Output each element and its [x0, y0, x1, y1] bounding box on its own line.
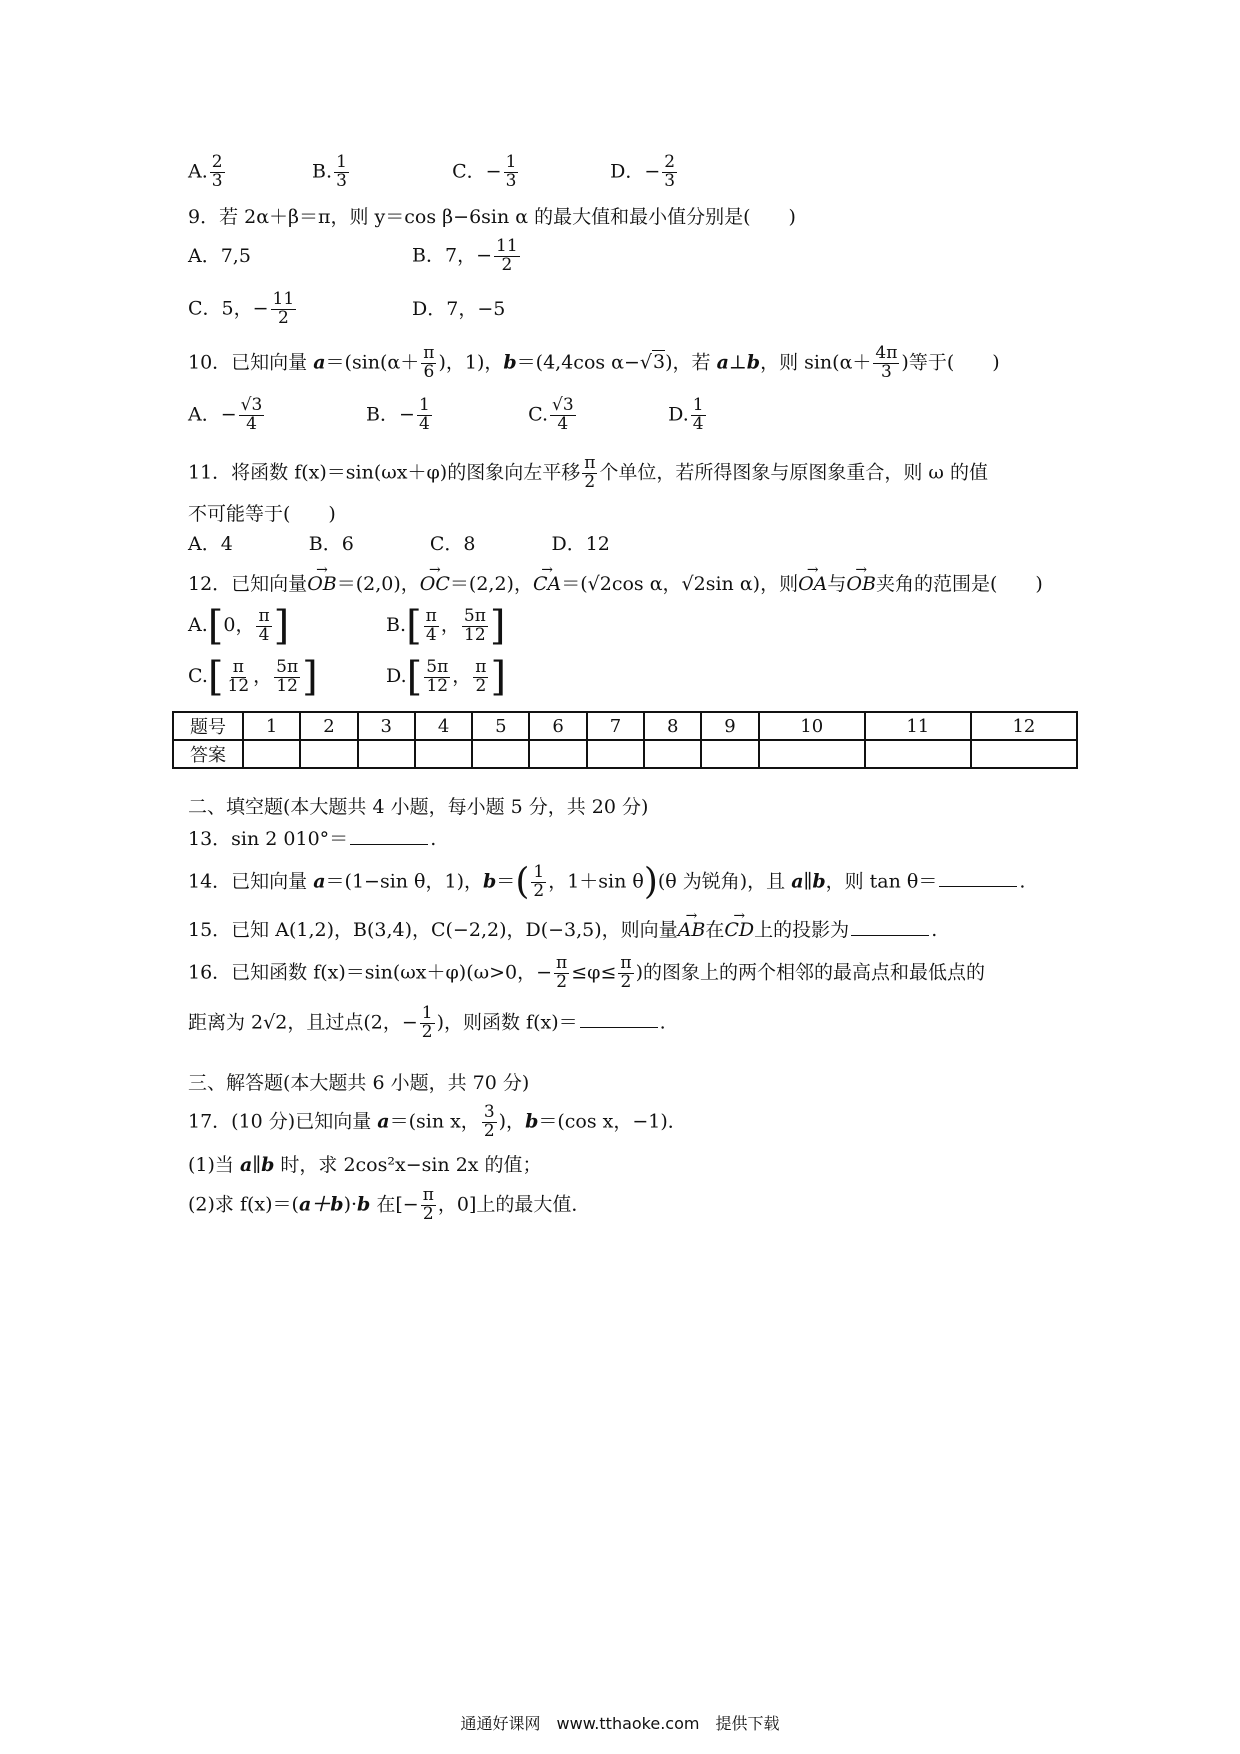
answer-cell[interactable] [300, 740, 357, 768]
q11-stem-line2: 不可能等于( ) [188, 503, 336, 525]
q15: 15．已知 A(1,2)，B(3,4)，C(−2,2)，D(−3,5)，则向量→ AB在→ CD上的投影为 . [188, 921, 937, 940]
q13-answer-blank[interactable] [350, 844, 428, 845]
answer-cell[interactable] [587, 740, 644, 768]
q16-answer-blank[interactable] [580, 1027, 658, 1028]
q9-options-row2: C．5，− $\frac{11}{2}$ D．7，−5 [188, 289, 506, 328]
q13: 13．sin 2 010°＝ . [188, 828, 437, 850]
answer-cell[interactable] [358, 740, 415, 768]
answer-table [172, 711, 1078, 769]
q12-options-row1: A.[0， $\frac{\pi}{4}$ ] B.[ $\frac{\pi}{4}$ ， $\frac{5\pi}{12}$ ] [188, 603, 506, 649]
q8-option-b: B. $\frac{1}{3}$ [312, 152, 347, 191]
q8-option-c: C．− $\frac{1}{3}$ [452, 152, 517, 191]
q16-line2: 距离为 2√2，且过点(2，− $\frac{1}{2}$ )，则函数 f(x)＝ . [188, 1003, 666, 1042]
q12-stem: 12．已知向量→ OB＝(2,0)，→ OC＝(2,2)，→ CA＝(√2cos α，√2sin α)，则→ OA与→ OB夹角的范围是( ) [188, 575, 1043, 594]
q8-option-a: A. $\frac{2}{3}$ [188, 152, 223, 191]
question-number-cell: 9 [701, 712, 758, 740]
q15-answer-blank[interactable] [851, 935, 929, 936]
question-number-cell: 1 [243, 712, 300, 740]
question-number-cell: 5 [472, 712, 529, 740]
question-number-cell: 6 [529, 712, 586, 740]
answer-table-answer-row [173, 740, 1077, 768]
question-number-cell: 11 [865, 712, 971, 740]
question-number-cell: 8 [644, 712, 701, 740]
page-footer: 通通好课网 www.tthaoke.com 提供下载 [460, 1714, 780, 1733]
section3-title: 三、解答题(本大题共 6 小题，共 70 分) [188, 1072, 530, 1094]
answer-label: 答案 [173, 740, 243, 768]
answer-cell[interactable] [472, 740, 529, 768]
answer-cell[interactable] [529, 740, 586, 768]
answer-cell[interactable] [865, 740, 971, 768]
question-number-label: 题号 [173, 712, 243, 740]
q9-options-row1: A．7,5 B．7，− $\frac{11}{2}$ [188, 236, 518, 275]
answer-cell[interactable] [644, 740, 701, 768]
question-number-cell: 10 [759, 712, 865, 740]
q14: 14．已知向量 a＝(1−sin θ，1)，b＝( $\frac{1}{2}$ ，1＋sin θ)(θ 为锐角)，且 a∥b，则 tan θ＝ . [188, 861, 1026, 903]
answer-cell[interactable] [243, 740, 300, 768]
q8-option-d: D．− $\frac{2}{3}$ [610, 152, 676, 191]
q17: 17．(10 分)已知向量 a＝(sin x， $\frac{3}{2}$ )，b＝(cos x，−1)． [188, 1102, 687, 1141]
q16: 16．已知函数 f(x)＝sin(ωx＋φ)(ω>0，− $\frac{\pi}{2}$ ≤φ≤ $\frac{\pi}{2}$ )的图象上的两个相邻的最高点和最低点的 [188, 953, 985, 992]
question-number-cell: 12 [971, 712, 1077, 740]
q9-stem: 9．若 2α＋β＝π，则 y＝cos β−6sin α 的最大值和最小值分别是( ) [188, 206, 796, 228]
question-number-cell: 4 [415, 712, 472, 740]
question-number-cell: 3 [358, 712, 415, 740]
question-number-cell: 2 [300, 712, 357, 740]
answer-cell[interactable] [759, 740, 865, 768]
q8-options [188, 154, 679, 191]
q11-stem: 11．将函数 f(x)＝sin(ωx＋φ)的图象向左平移 $\frac{\pi}{2}$ 个单位，若所得图象与原图象重合，则 ω 的值 [188, 453, 988, 492]
q11-options: A．4 B．6 C．8 D．12 [188, 533, 610, 555]
question-number-cell: 7 [587, 712, 644, 740]
q17-part1: (1)当 a∥b 时，求 2cos²x−sin 2x 的值； [188, 1154, 542, 1176]
answer-cell[interactable] [415, 740, 472, 768]
answer-cell[interactable] [971, 740, 1077, 768]
q10-options: A．− $\frac{√3}{4}$ B．− $\frac{1}{4}$ C. $\frac{√3}{4}$ D. $\frac{1}{4}$ [188, 395, 704, 434]
answer-table-header-row [173, 712, 1077, 740]
section2-title: 二、填空题(本大题共 4 小题，每小题 5 分，共 20 分) [188, 796, 649, 818]
q12-options-row2: C.[ $\frac{\pi}{12}$ ， $\frac{5\pi}{12}$ ] D.[ $\frac{5\pi}{12}$ ， $\frac{\pi}{2}$ ] [188, 654, 507, 700]
answer-cell[interactable] [701, 740, 758, 768]
q14-answer-blank[interactable] [939, 886, 1017, 887]
q17-part2: (2)求 f(x)＝(a＋b)·b 在[− $\frac{\pi}{2}$ ，0]上的最大值． [188, 1185, 591, 1224]
q10-stem: 10．已知向量 a＝(sin(α＋ $\frac{\pi}{6}$ )，1)，b＝(4,4cos α−√3)，若 a⊥b，则 sin(α＋ $\frac{4\pi}{3}$ )等于( ) [188, 343, 1000, 382]
